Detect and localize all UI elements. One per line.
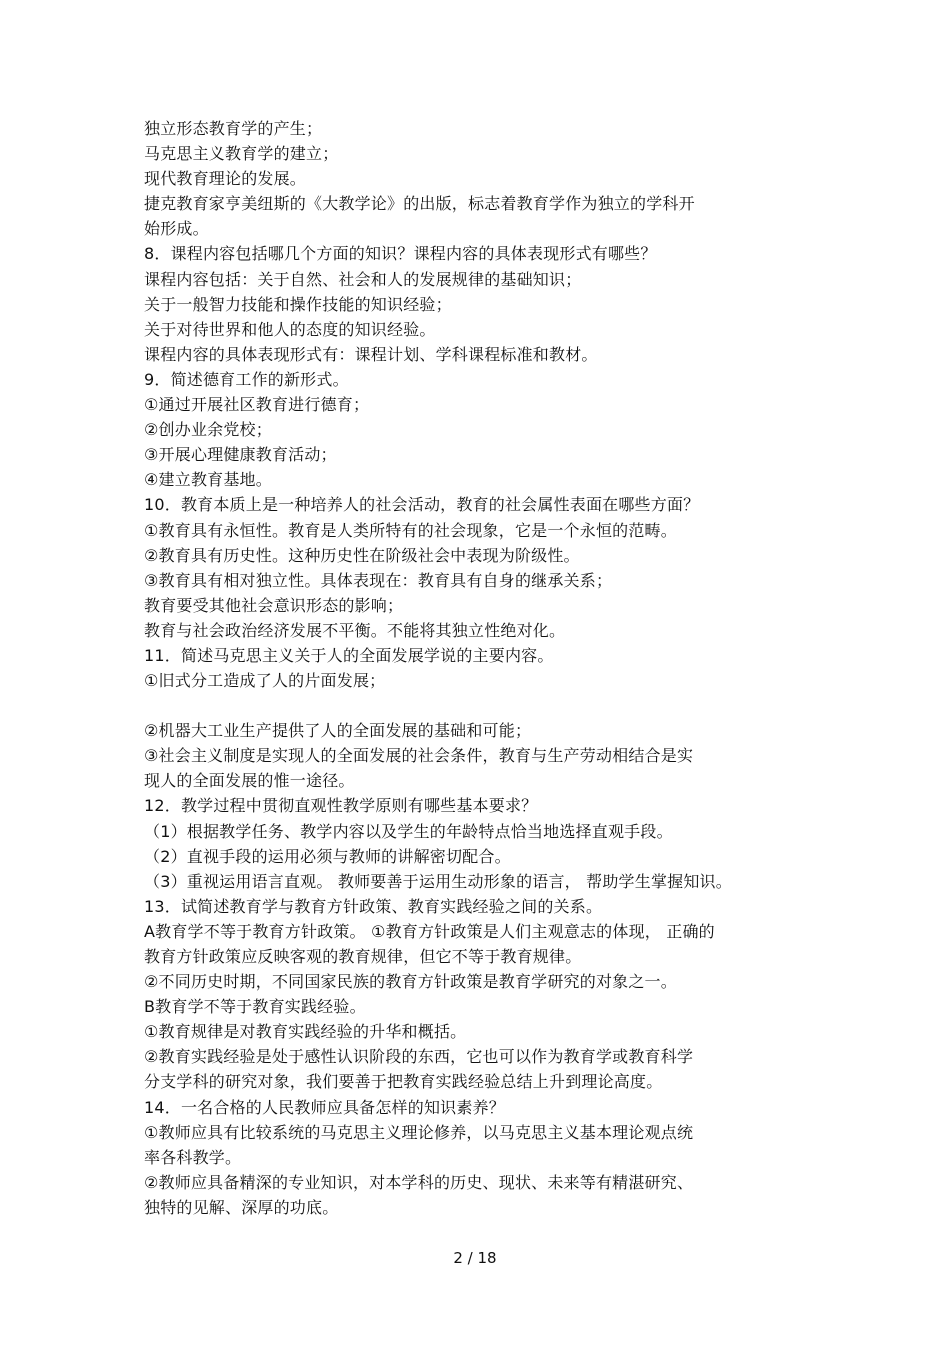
text-line: 率各科教学。	[144, 1147, 242, 1167]
text-line: 独特的见解、深厚的功底。	[144, 1197, 339, 1217]
text-line: 关于对待世界和他人的态度的知识经验。	[144, 319, 436, 339]
text-line: 独立形态教育学的产生；	[144, 119, 323, 138]
text-line: B教育学不等于教育实践经验。	[144, 997, 366, 1017]
list-item: （1）根据教学任务、教学内容以及学生的年龄特点恰当地选择直观手段。	[144, 821, 673, 841]
blank-line	[144, 693, 844, 718]
list-item: ③社会主义制度是实现人的全面发展的社会条件，教育与生产劳动相结合是实	[144, 746, 694, 766]
list-item: ④建立教育基地。	[144, 470, 272, 490]
text-line: A教育学不等于教育方针政策。 ①教育方针政策是人们主观意志的体现， 正确的	[144, 921, 715, 941]
list-item: ②教师应具备精深的专业知识，对本学科的历史、现状、未来等有精湛研究、	[144, 1172, 694, 1192]
question-heading: 11．简述马克思主义关于人的全面发展学说的主要内容。	[144, 645, 554, 665]
list-item: ②机器大工业生产提供了人的全面发展的基础和可能；	[144, 721, 532, 741]
list-item: ①教育具有永恒性。教育是人类所特有的社会现象，它是一个永恒的范畴。	[144, 520, 677, 540]
text-line: 教育方针政策应反映客观的教育规律，但它不等于教育规律。	[144, 947, 582, 966]
text-line: 教育要受其他社会意识形态的影响；	[144, 595, 404, 615]
list-item: ①教育规律是对教育实践经验的升华和概括。	[144, 1022, 467, 1042]
text-line: 课程内容包括：关于自然、社会和人的发展规律的基础知识；	[144, 269, 582, 289]
text-line: 始形成。	[144, 219, 209, 239]
question-heading: 9．简述德育工作的新形式。	[144, 369, 349, 389]
list-item: ①通过开展社区教育进行德育；	[144, 395, 370, 415]
list-item: ②教育具有历史性。这种历史性在阶级社会中表现为阶级性。	[144, 545, 580, 565]
text-line: 关于一般智力技能和操作技能的知识经验；	[144, 294, 452, 314]
text-line: 教育与社会政治经济发展不平衡。不能将其独立性绝对化。	[144, 620, 566, 640]
question-heading: 10．教育本质上是一种培养人的社会活动，教育的社会属性表面在哪些方面？	[144, 495, 700, 515]
text-line: 现代教育理论的发展。	[144, 169, 307, 189]
list-item: （3）重视运用语言直观。 教师要善于运用生动形象的语言， 帮助学生掌握知识。	[144, 871, 732, 891]
text-line: 捷克教育家亨美纽斯的《大教学论》的出版，标志着教育学作为独立的学科开	[144, 194, 695, 214]
question-heading: 12．教学过程中贯彻直观性教学原则有哪些基本要求？	[144, 796, 538, 816]
list-item: ③开展心理健康教育活动；	[144, 445, 337, 465]
text-line: 马克思主义教育学的建立；	[144, 144, 339, 164]
list-item: ②教育实践经验是处于感性认识阶段的东西，它也可以作为教育学或教育科学	[144, 1047, 694, 1067]
page-number: 2 / 18	[453, 1249, 497, 1267]
list-item: ①教师应具有比较系统的马克思主义理论修养，以马克思主义基本理论观点统	[144, 1122, 694, 1142]
text-line: 课程内容的具体表现形式有：课程计划、学科课程标准和教材。	[144, 344, 598, 364]
question-heading: 14．一名合格的人民教师应具备怎样的知识素养？	[144, 1097, 505, 1117]
list-item: ①旧式分工造成了人的片面发展；	[144, 671, 386, 691]
list-item: ③教育具有相对独立性。具体表现在：教育具有自身的继承关系；	[144, 570, 613, 590]
text-line: 分支学科的研究对象，我们要善于把教育实践经验总结上升到理论高度。	[144, 1072, 663, 1092]
question-heading: 13．试简述教育学与教育方针政策、教育实践经验之间的关系。	[144, 896, 603, 916]
list-item: ②不同历史时期，不同国家民族的教育方针政策是教育学研究的对象之一。	[144, 972, 677, 992]
document-body	[144, 116, 844, 1220]
text-line: 现人的全面发展的惟一途径。	[144, 771, 355, 791]
question-heading: 8．课程内容包括哪几个方面的知识？课程内容的具体表现形式有哪些？	[144, 244, 657, 264]
list-item: （2）直视手段的运用必须与教师的讲解密切配合。	[144, 846, 511, 866]
list-item: ②创办业余党校；	[144, 420, 272, 440]
